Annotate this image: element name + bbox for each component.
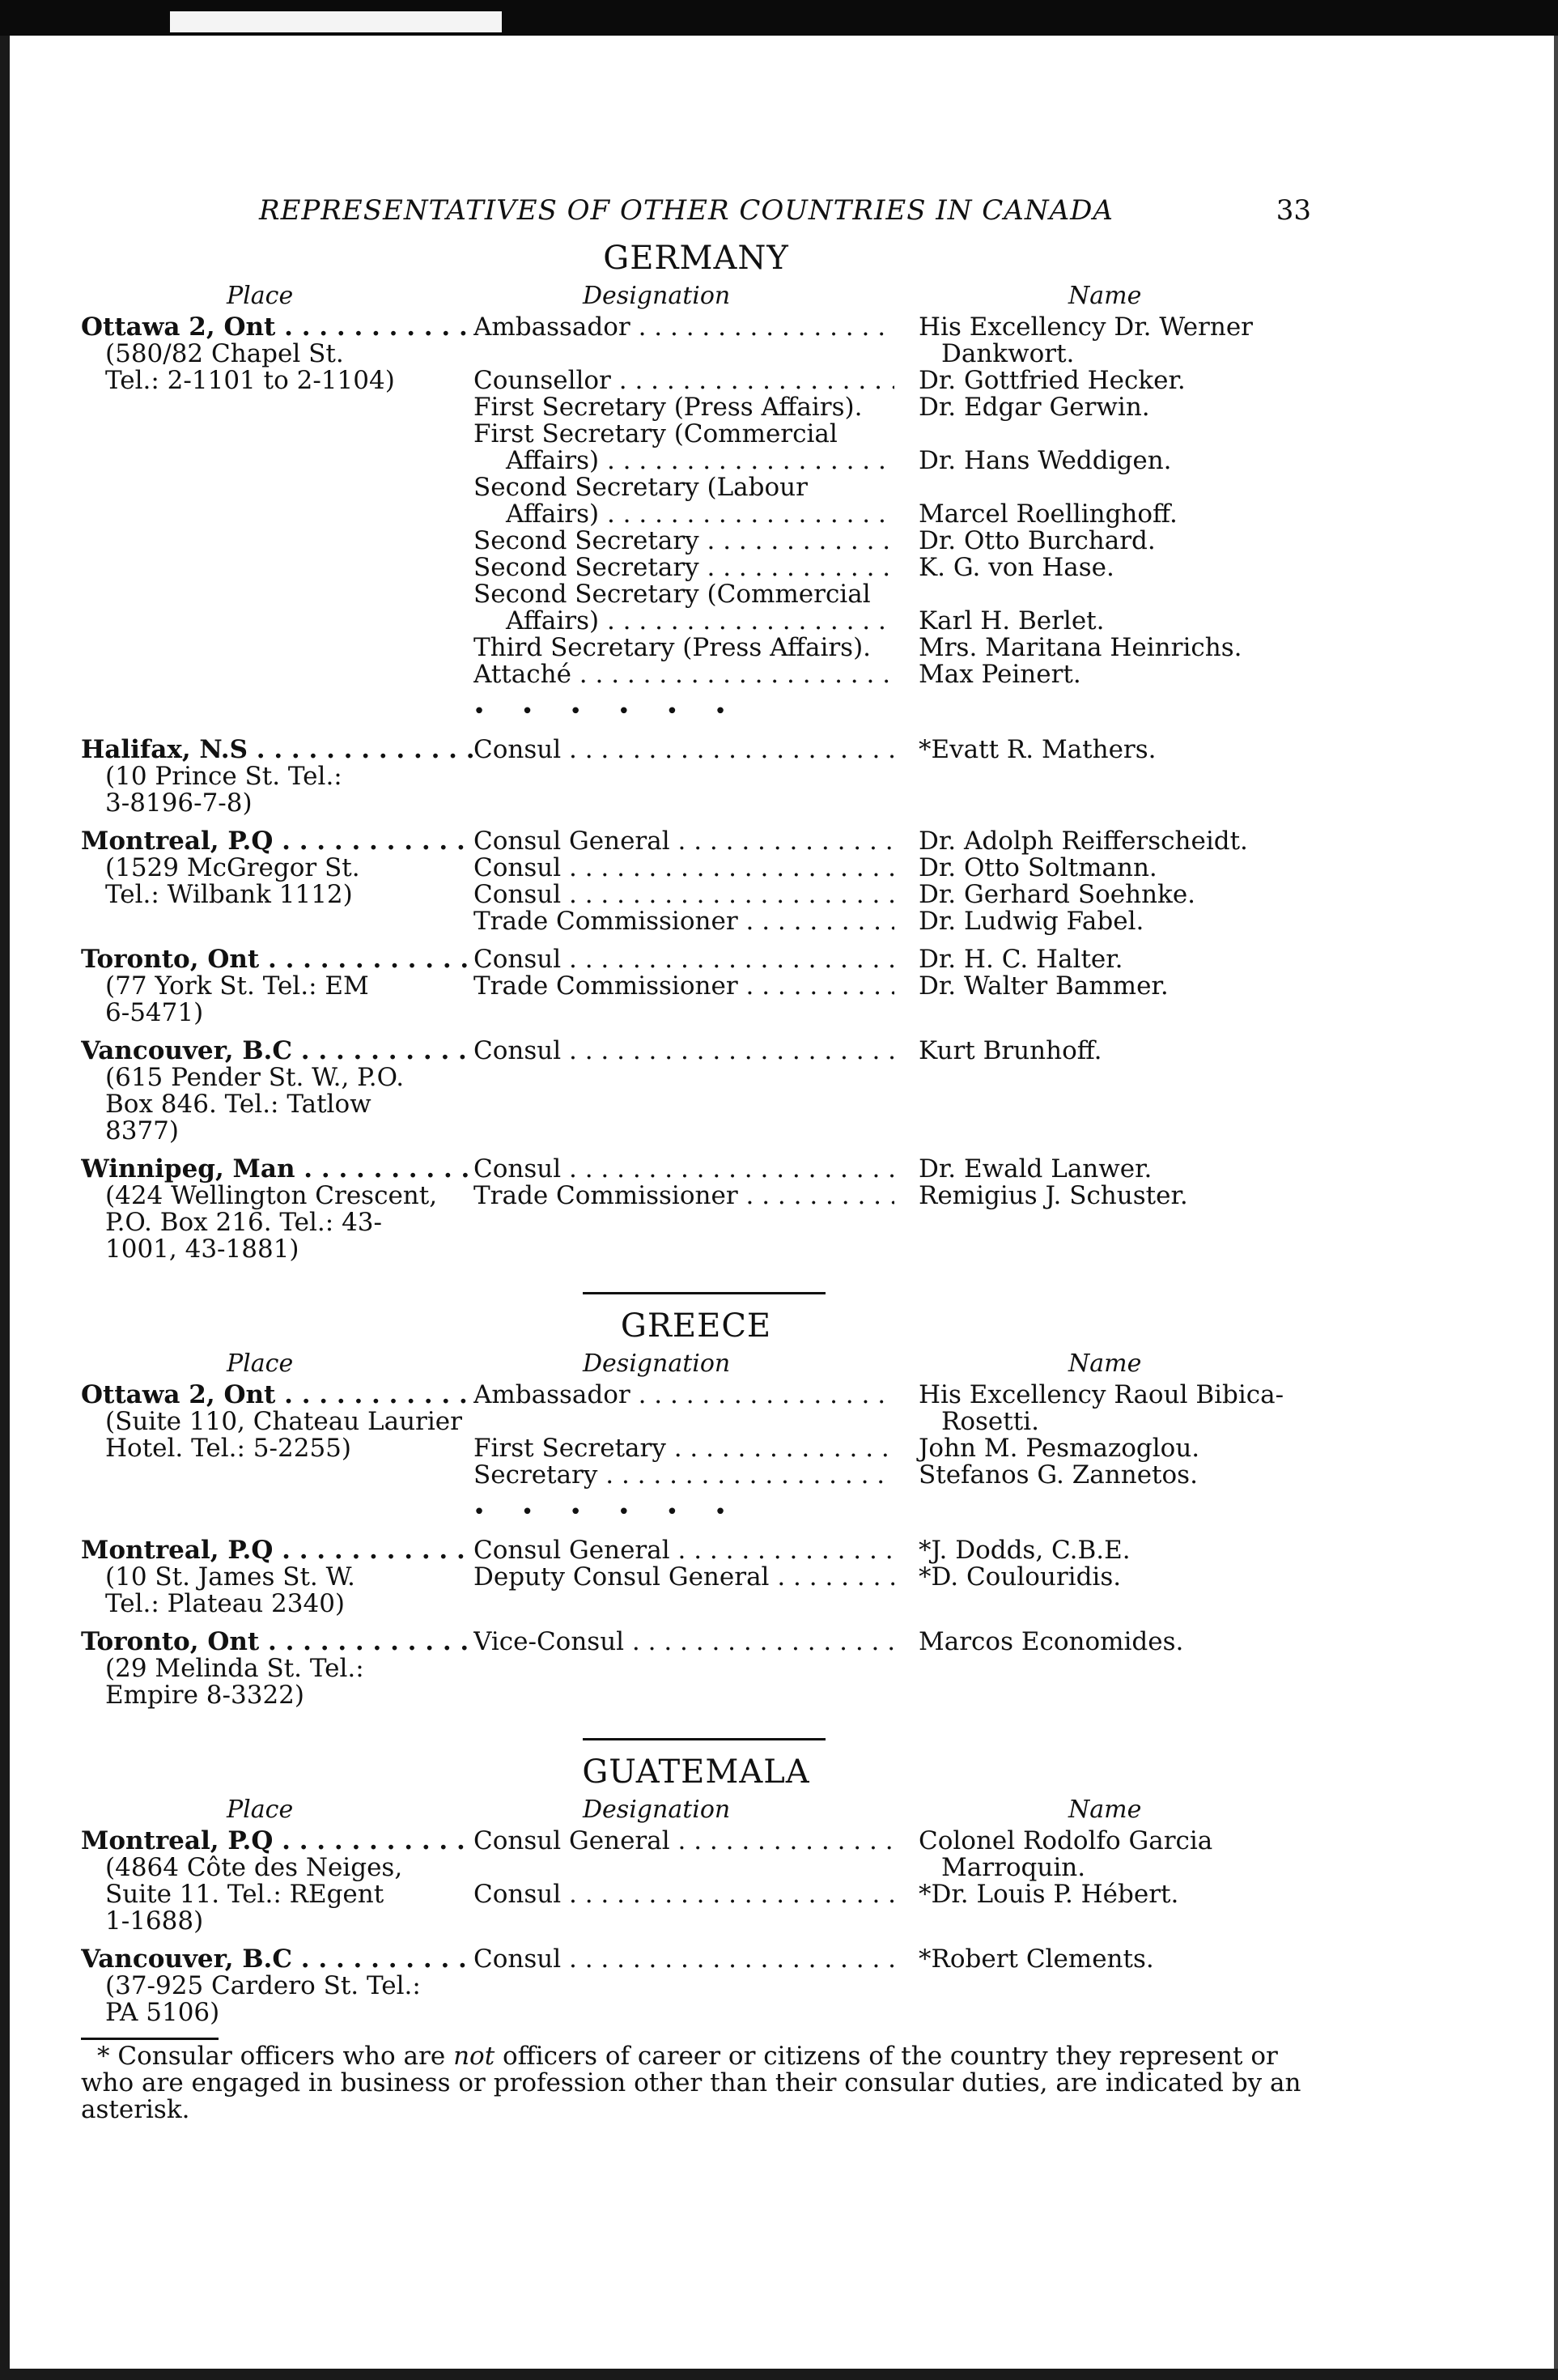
country-title: GUATEMALA	[582, 1753, 810, 1791]
name-line: Colonel Rodolfo Garcia	[919, 1826, 1213, 1855]
staff-entry	[473, 555, 1323, 581]
staff-entry	[473, 1537, 1323, 1564]
name-line: Dr. H. C. Halter.	[919, 945, 1123, 974]
place-name: Winnipeg, Man . . .	[81, 1156, 473, 1183]
place-name: Ottawa 2, Ont . . .	[81, 314, 473, 341]
place-name: Toronto, Ont . . .	[81, 946, 473, 973]
name-line: *Dr. Louis P. Hébert.	[919, 1880, 1179, 1909]
staff-name	[919, 1382, 1323, 1435]
designation-line: Consul . . .	[473, 855, 894, 882]
place-detail: PA 5106)	[105, 1998, 220, 2027]
column-header-name: Name	[1068, 282, 1142, 310]
designation-line: Consul . . .	[473, 1881, 894, 1908]
staff-entry	[473, 1462, 1323, 1489]
name-line: Mrs. Maritana Heinrichs.	[919, 633, 1242, 662]
scan-bottom-border	[0, 2369, 1558, 2380]
staff-name	[919, 1038, 1323, 1065]
staff-name	[919, 828, 1323, 855]
place-detail: Box 846. Tel.: Tatlow	[105, 1090, 371, 1119]
place-detail: (37-925 Cardero St. Tel.:	[105, 1971, 421, 2000]
office-entry	[81, 314, 1311, 688]
country-section	[81, 1307, 1311, 1709]
document-page	[81, 194, 1311, 2123]
section-rule	[583, 1292, 826, 1294]
designation	[473, 973, 894, 1000]
column-header-name: Name	[1068, 1796, 1142, 1824]
name-line: Dr. Ludwig Fabel.	[919, 907, 1144, 936]
scan-left-border	[0, 36, 10, 2380]
name-line: John M. Pesmazoglou.	[919, 1434, 1200, 1463]
place-detail: Hotel. Tel.: 5-2255)	[105, 1434, 351, 1463]
place-column	[81, 1828, 473, 1935]
office-entry	[81, 737, 1311, 817]
place-name: Montreal, P.Q . . .	[81, 1537, 473, 1564]
staff-name	[919, 908, 1323, 935]
staff-name	[919, 1564, 1323, 1591]
designation	[473, 1038, 894, 1065]
entries-column	[473, 1629, 1323, 1709]
staff-entry	[473, 1881, 1323, 1908]
designation	[473, 828, 894, 855]
entries-column	[473, 1156, 1323, 1263]
designation-line: Ambassador . . .	[473, 1382, 894, 1409]
name-line: Max Peinert.	[919, 660, 1081, 689]
name-line: Dr. Gerhard Soehnke.	[919, 880, 1196, 909]
place-column	[81, 1382, 473, 1489]
staff-name	[919, 635, 1323, 661]
staff-name	[919, 1435, 1323, 1462]
place-detail: (424 Wellington Crescent,	[105, 1181, 438, 1210]
designation-line: Trade Commissioner . . .	[473, 908, 894, 935]
staff-name	[919, 661, 1323, 688]
office-entry	[81, 946, 1311, 1026]
staff-name	[919, 882, 1323, 908]
name-line: Dr. Edgar Gerwin.	[919, 393, 1150, 422]
place-column	[81, 1156, 473, 1263]
staff-entry	[473, 368, 1323, 394]
name-line: *Evatt R. Mathers.	[919, 735, 1157, 764]
designation-line: Consul General . . .	[473, 1828, 894, 1855]
designation-line: Consul General . . .	[473, 828, 894, 855]
column-header-designation: Designation	[583, 1796, 731, 1824]
name-line: Marcel Roellinghoff.	[919, 499, 1178, 529]
place-detail: Suite 11. Tel.: REgent	[105, 1880, 384, 1909]
name-line: Marroquin.	[941, 1853, 1086, 1882]
designation	[473, 1629, 894, 1655]
designation-line: Secretary . . .	[473, 1462, 894, 1489]
running-head	[81, 194, 1311, 227]
place-detail: 1001, 43-1881)	[105, 1235, 299, 1264]
staff-name	[919, 1537, 1323, 1564]
designation	[473, 946, 894, 973]
designation	[473, 737, 894, 763]
designation	[473, 1828, 894, 1881]
entries-column	[473, 314, 1323, 688]
place-name: Halifax, N.S . . .	[81, 737, 473, 763]
staff-entry	[473, 474, 1323, 528]
designation	[473, 1435, 894, 1462]
designation	[473, 1183, 894, 1209]
place-column	[81, 314, 473, 688]
office-entry	[81, 1537, 1311, 1617]
name-line: His Excellency Raoul Bibica-	[919, 1380, 1284, 1409]
name-line: *D. Coulouridis.	[919, 1562, 1122, 1592]
staff-name	[919, 368, 1323, 394]
designation-line: Ambassador . . .	[473, 314, 894, 341]
entries-column	[473, 1537, 1323, 1617]
designation-line: Vice-Consul . . .	[473, 1629, 894, 1655]
section-rule	[583, 1738, 826, 1740]
staff-name	[919, 946, 1323, 973]
place-name: Toronto, Ont . . .	[81, 1629, 473, 1655]
place-detail: (10 Prince St. Tel.:	[105, 762, 342, 791]
staff-name	[919, 1828, 1323, 1881]
place-detail: 1-1688)	[105, 1906, 204, 1936]
staff-entry	[473, 1828, 1323, 1881]
page-number: 33	[1276, 194, 1311, 227]
staff-entry	[473, 737, 1323, 763]
office-entry	[81, 1629, 1311, 1709]
name-line: Karl H. Berlet.	[919, 606, 1105, 635]
designation	[473, 368, 894, 394]
office-entry	[81, 1946, 1311, 2026]
place-detail: (Suite 110, Chateau Laurier	[105, 1407, 462, 1436]
staff-name	[919, 1156, 1323, 1183]
place-name: Montreal, P.Q . . .	[81, 828, 473, 855]
designation-line: Consul . . .	[473, 737, 894, 763]
place-detail: Tel.: Wilbank 1112)	[105, 880, 353, 909]
name-spacer	[919, 581, 1323, 608]
entries-column	[473, 828, 1323, 935]
name-line: Remigius J. Schuster.	[919, 1181, 1188, 1210]
column-headers	[81, 282, 1311, 314]
designation	[473, 555, 894, 581]
column-header-place: Place	[227, 282, 294, 310]
country-section	[81, 1753, 1311, 2026]
name-spacer	[919, 474, 1323, 501]
designation-line: Affairs) . . .	[473, 501, 894, 528]
designation-line: Affairs) . . .	[473, 448, 894, 474]
designation-line: Deputy Consul General . . .	[473, 1564, 894, 1591]
designation-line: Third Secretary (Press Affairs).	[473, 633, 872, 662]
staff-entry	[473, 1629, 1323, 1655]
staff-entry	[473, 421, 1323, 474]
designation	[473, 421, 894, 474]
place-detail: Tel.: Plateau 2340)	[105, 1589, 346, 1618]
staff-entry	[473, 635, 1323, 661]
place-detail: (10 St. James St. W.	[105, 1562, 355, 1592]
column-headers	[81, 1796, 1311, 1828]
name-line: Rosetti.	[941, 1407, 1039, 1436]
staff-entry	[473, 973, 1323, 1000]
designation	[473, 1881, 894, 1908]
place-detail: (580/82 Chapel St.	[105, 339, 344, 368]
designation	[473, 528, 894, 555]
designation	[473, 882, 894, 908]
designation	[473, 314, 894, 368]
name-line: Dr. Walter Bammer.	[919, 971, 1169, 1001]
staff-entry	[473, 882, 1323, 908]
staff-entry	[473, 1156, 1323, 1183]
country-section	[81, 240, 1311, 1263]
place-name: Montreal, P.Q . . .	[81, 1828, 473, 1855]
staff-entry	[473, 394, 1323, 421]
designation	[473, 1462, 894, 1489]
staff-entry	[473, 661, 1323, 688]
designation-line: First Secretary (Press Affairs).	[473, 393, 863, 422]
designation-line: Consul . . .	[473, 882, 894, 908]
designation	[473, 1564, 894, 1591]
footnote-emphasis: not	[453, 2042, 495, 2071]
staff-entry	[473, 528, 1323, 555]
name-line: *J. Dodds, C.B.E.	[919, 1536, 1131, 1565]
entries-column	[473, 1382, 1323, 1489]
scan-right-border	[1554, 36, 1558, 2380]
designation	[473, 1946, 894, 1973]
staff-name	[919, 737, 1323, 763]
staff-name	[919, 474, 1323, 528]
entries-column	[473, 1828, 1323, 1935]
place-detail: Tel.: 2-1101 to 2-1104)	[105, 366, 395, 395]
place-column	[81, 1537, 473, 1617]
entries-column	[473, 737, 1323, 817]
name-line: Stefanos G. Zannetos.	[919, 1460, 1198, 1490]
staff-name	[919, 1629, 1323, 1655]
name-line: Dr. Hans Weddigen.	[919, 446, 1172, 475]
staff-name	[919, 1946, 1323, 1973]
office-entry	[81, 1038, 1311, 1145]
name-line: Dr. Otto Soltmann.	[919, 853, 1157, 882]
staff-entry	[473, 1564, 1323, 1591]
place-name: Vancouver, B.C . . .	[81, 1946, 473, 1973]
place-detail: 6-5471)	[105, 998, 204, 1027]
staff-name	[919, 528, 1323, 555]
place-column	[81, 737, 473, 817]
designation	[473, 1156, 894, 1183]
designation-line: Trade Commissioner . . .	[473, 973, 894, 1000]
column-header-designation: Designation	[583, 282, 731, 310]
designation	[473, 1537, 894, 1564]
column-header-place: Place	[227, 1349, 294, 1378]
place-detail: Empire 8-3322)	[105, 1681, 304, 1710]
place-detail: (77 York St. Tel.: EM	[105, 971, 369, 1001]
staff-name	[919, 973, 1323, 1000]
name-line: Dr. Ewald Lanwer.	[919, 1154, 1153, 1184]
place-column	[81, 1038, 473, 1145]
staff-entry	[473, 1183, 1323, 1209]
name-line: *Robert Clements.	[919, 1944, 1154, 1974]
designation-line: First Secretary . . .	[473, 1435, 894, 1462]
place-column	[81, 946, 473, 1026]
country-sections	[81, 240, 1311, 2026]
staff-entry	[473, 855, 1323, 882]
name-line: Kurt Brunhoff.	[919, 1036, 1102, 1065]
place-detail: 8377)	[105, 1116, 179, 1145]
office-entry	[81, 1828, 1311, 1935]
office-entry	[81, 1156, 1311, 1263]
staff-entry	[473, 581, 1323, 635]
place-column	[81, 1629, 473, 1709]
designation-line: Attaché . . .	[473, 661, 894, 688]
office-entry	[81, 1382, 1311, 1489]
name-line: Dr. Otto Burchard.	[919, 526, 1156, 555]
staff-entry	[473, 1435, 1323, 1462]
designation	[473, 661, 894, 688]
designation-line: Second Secretary . . .	[473, 555, 894, 581]
place-name: Ottawa 2, Ont . . .	[81, 1382, 473, 1409]
place-detail: (1529 McGregor St.	[105, 853, 360, 882]
name-line: Dr. Adolph Reifferscheidt.	[919, 827, 1248, 856]
designation	[473, 908, 894, 935]
designation-line: Consul . . .	[473, 946, 894, 973]
designation	[473, 394, 894, 421]
place-detail: (29 Melinda St. Tel.:	[105, 1654, 364, 1683]
staff-entry	[473, 946, 1323, 973]
designation-line: Second Secretary . . .	[473, 528, 894, 555]
designation-line: Second Secretary (Commercial	[473, 580, 871, 609]
designation-line: Affairs) . . .	[473, 608, 894, 635]
designation-line: First Secretary (Commercial	[473, 419, 838, 448]
column-header-designation: Designation	[583, 1349, 731, 1378]
footnote-rule	[81, 2038, 219, 2040]
separator-dots: • • • • • •	[473, 699, 741, 724]
staff-name	[919, 581, 1323, 635]
staff-entry	[473, 1946, 1323, 1973]
place-column	[81, 828, 473, 935]
staff-name	[919, 1183, 1323, 1209]
designation-line: Counsellor . . .	[473, 368, 894, 394]
designation-line: Second Secretary (Labour	[473, 473, 808, 502]
staff-entry	[473, 314, 1323, 368]
designation	[473, 635, 894, 661]
footnote: * Consular officers who are not officers of career or citizens of the country they represent or who are engaged in business or profession other than their consular duties, are indicated by an asterisk.	[81, 2042, 1301, 2124]
designation-line: Consul . . .	[473, 1038, 894, 1065]
designation	[473, 1382, 894, 1435]
designation-line: Consul . . .	[473, 1946, 894, 1973]
staff-name	[919, 421, 1323, 474]
designation-line: Consul . . .	[473, 1156, 894, 1183]
name-line: Dr. Gottfried Hecker.	[919, 366, 1186, 395]
place-detail: (615 Pender St. W., P.O.	[105, 1063, 405, 1092]
staff-name	[919, 1881, 1323, 1908]
staff-entry	[473, 1038, 1323, 1065]
designation	[473, 855, 894, 882]
designation-line: Trade Commissioner . . .	[473, 1183, 894, 1209]
designation	[473, 474, 894, 528]
staff-name	[919, 314, 1323, 368]
office-entry	[81, 828, 1311, 935]
place-detail: 3-8196-7-8)	[105, 788, 253, 818]
name-line: His Excellency Dr. Werner	[919, 312, 1254, 342]
staff-name	[919, 1462, 1323, 1489]
staff-name	[919, 394, 1323, 421]
running-title: REPRESENTATIVES OF OTHER COUNTRIES IN CANADA	[259, 194, 1114, 227]
designation-line: Consul General . . .	[473, 1537, 894, 1564]
column-headers	[81, 1349, 1311, 1382]
staff-name	[919, 855, 1323, 882]
staff-entry	[473, 908, 1323, 935]
place-detail: (4864 Côte des Neiges,	[105, 1853, 403, 1882]
staff-name	[919, 555, 1323, 581]
entries-column	[473, 1038, 1323, 1145]
entries-column	[473, 946, 1323, 1026]
staff-entry	[473, 828, 1323, 855]
entries-column	[473, 1946, 1323, 2026]
place-column	[81, 1946, 473, 2026]
scan-top-notch	[170, 11, 502, 32]
place-name: Vancouver, B.C . . .	[81, 1038, 473, 1065]
place-detail: P.O. Box 216. Tel.: 43-	[105, 1208, 382, 1237]
staff-entry	[473, 1382, 1323, 1435]
separator-dots: • • • • • •	[473, 1500, 741, 1524]
designation	[473, 581, 894, 635]
country-title: GREECE	[620, 1307, 772, 1345]
country-title: GERMANY	[603, 240, 789, 277]
name-spacer	[919, 421, 1323, 448]
column-header-place: Place	[227, 1796, 294, 1824]
column-header-name: Name	[1068, 1349, 1142, 1378]
name-line: Marcos Economides.	[919, 1627, 1184, 1656]
name-line: Dankwort.	[941, 339, 1075, 368]
name-line: K. G. von Hase.	[919, 553, 1114, 582]
